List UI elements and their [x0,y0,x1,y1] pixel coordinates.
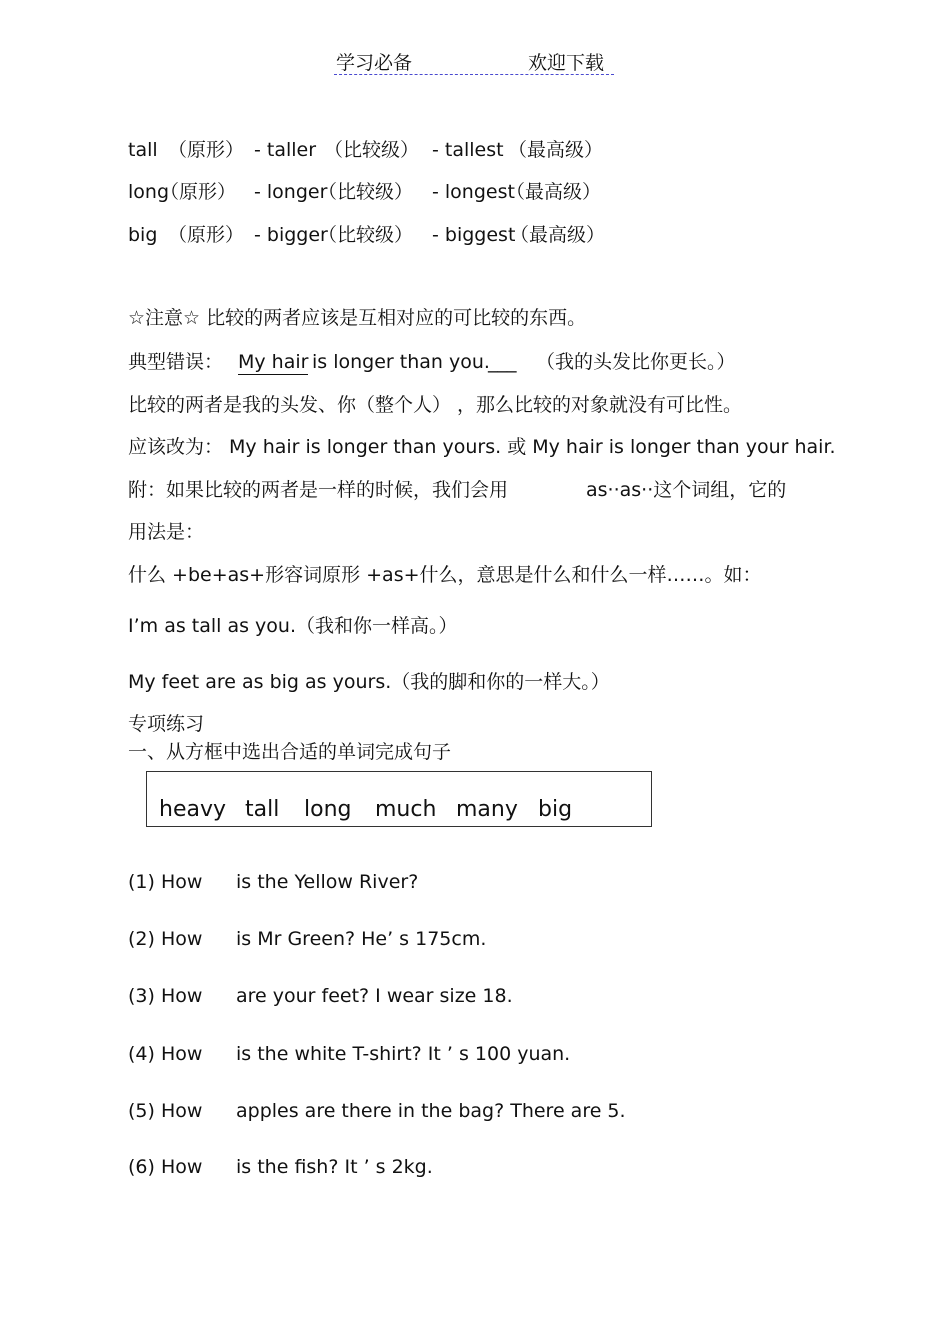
form-comparative-label: （比较级） [324,139,420,161]
item-number: (6) How [128,1156,203,1178]
item-text: is the fish? It ’ s 2kg. [236,1156,433,1178]
appendix-end: as··as··这个词组，它的 [586,479,787,501]
error-translation: （我的头发比你更长。） [536,351,736,373]
form-comparative: - bigger [254,224,328,246]
word-option: heavy [159,797,226,822]
form-base-label: （原形） [168,139,245,161]
word-option: many [456,797,518,822]
form-comparative-label: （比较级） [318,181,414,203]
item-text: are your feet? I wear size 18. [236,985,513,1007]
error-underlined-text: My hair [238,351,309,373]
form-superlative-label: （最高级） [506,181,602,203]
attention-note: ☆注意☆ 比较的两者应该是互相对应的可比较的东西。 [128,307,587,329]
correction: 应该改为： My hair is longer than yours. 或 My hair is longer than your hair. [128,436,836,458]
word-option: much [375,797,437,822]
item-number: (4) How [128,1043,203,1065]
form-comparative-label: （比较级） [318,224,414,246]
item-text: is Mr Green? He’ s 175cm. [236,928,487,950]
form-comparative: - longer [254,181,328,203]
form-superlative-label: （最高级） [508,139,604,161]
explanation: 比较的两者是我的头发、你（整个人） ，那么比较的对象就没有可比性。 [128,394,743,416]
form-base: tall [128,139,158,161]
usage-rule: 什么 +be+as+形容词原形 +as+什么，意思是什么和什么一样……。如： [128,564,762,586]
item-text: is the white T-shirt? It ’ s 100 yuan. [236,1043,571,1065]
header-right-text: 欢迎下载 [528,52,605,74]
form-superlative-label: （最高级） [510,224,606,246]
form-superlative: - tallest [432,139,504,161]
item-number: (3) How [128,985,203,1007]
word-option: tall [245,797,280,822]
form-superlative: - biggest [432,224,516,246]
form-base-label: （原形） [160,181,237,203]
example-2: My feet are as big as yours.（我的脚和你的一样大。） [128,671,610,693]
item-number: (2) How [128,928,203,950]
form-base-label: （原形） [168,224,245,246]
error-sentence: is longer than you. [312,351,490,373]
word-option: long [304,797,352,822]
exercise-heading: 专项练习 [128,713,205,735]
error-label: 典型错误： [128,351,224,373]
error-blank: ___ [488,351,517,373]
word-box [146,771,652,827]
form-base: big [128,224,158,246]
form-superlative: - longest [432,181,515,203]
example-1: I’m as tall as you.（我和你一样高。） [128,615,458,637]
item-text: is the Yellow River? [236,871,419,893]
page-header [334,46,614,75]
word-option: big [538,797,573,822]
usage-label: 用法是： [128,521,205,543]
exercise-subheading: 一、从方框中选出合适的单词完成句子 [128,741,452,763]
header-left-text: 学习必备 [336,52,413,74]
form-base: long [128,181,170,203]
appendix-start: 附：如果比较的两者是一样的时候，我们会用 [128,479,509,501]
item-number: (5) How [128,1100,203,1122]
item-text: apples are there in the bag? There are 5. [236,1100,626,1122]
form-comparative: - taller [254,139,317,161]
item-number: (1) How [128,871,203,893]
